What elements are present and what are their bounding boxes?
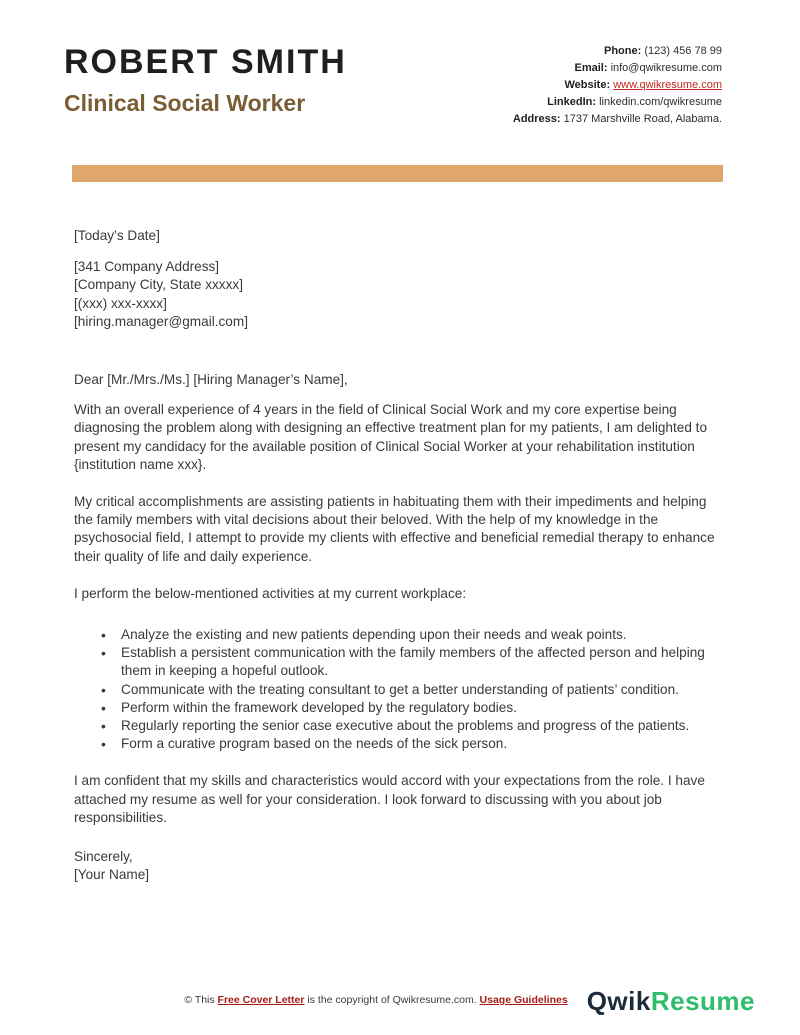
bullet-item: • Establish a persistent communication with the family members of the affected person and helping them in keeping a hopeful outlook. bbox=[121, 644, 723, 680]
bullet-item: • Form a curative program based on the needs of the sick person. bbox=[121, 735, 723, 753]
name-block bbox=[64, 42, 347, 117]
signature-placeholder: [Your Name] bbox=[74, 867, 150, 883]
person-job-title: Clinical Social Worker bbox=[64, 90, 306, 117]
copyright-prefix: © This bbox=[184, 994, 218, 1006]
copyright-note bbox=[96, 994, 656, 1006]
usage-guidelines-link[interactable]: Usage Guidelines bbox=[479, 994, 568, 1006]
recipient-line: [hiring.manager@gmail.com] bbox=[74, 313, 248, 329]
contact-email bbox=[513, 60, 722, 77]
closing-paragraph: I am confident that my skills and characteristics would accord with your expectations from the role. I have attached my resume as well for your consideration. I look forward to discussing with you about job responsibilities. bbox=[74, 773, 705, 825]
linkedin-label: LinkedIn: bbox=[547, 96, 597, 108]
paragraph-intro: With an overall experience of 4 years in the field of Clinical Social Work and my core expertise being diagnosing the problem along with designing an effective treatment plan for my patients, I am delighted to present my candidacy for the available position of Clinical Social Worker at your rehabilitation institution {institution name xxx}. bbox=[74, 402, 707, 472]
email-label: Email: bbox=[574, 62, 608, 74]
contact-linkedin bbox=[513, 94, 722, 111]
person-name: ROBERT SMITH bbox=[64, 43, 347, 81]
signoff-block bbox=[74, 848, 723, 884]
contact-block bbox=[513, 42, 722, 128]
bullet-item: • Regularly reporting the senior case executive about the problems and progress of the patients. bbox=[121, 717, 723, 735]
activities-list bbox=[74, 626, 723, 753]
copyright-middle: is the copyright of Qwikresume.com. bbox=[304, 994, 480, 1006]
signoff: Sincerely, bbox=[74, 849, 133, 865]
salutation: Dear [Mr./Mrs./Ms.] [Hiring Manager’s Name], bbox=[74, 372, 348, 388]
recipient-line: [(xxx) xxx-xxxx] bbox=[74, 295, 167, 311]
contact-address bbox=[513, 111, 722, 128]
phone-value: (123) 456 78 99 bbox=[644, 45, 722, 57]
recipient-line: [Company City, State xxxxx] bbox=[74, 277, 243, 293]
header bbox=[0, 0, 800, 128]
website-link[interactable]: www.qwikresume.com bbox=[613, 79, 722, 91]
logo-text-qwik: Qwik bbox=[586, 986, 651, 1016]
address-label: Address: bbox=[512, 113, 561, 125]
recipient-block bbox=[74, 258, 723, 331]
paragraph-accomplishments: My critical accomplishments are assisting patients in habituating them with their impediments and helping the family members with vital decisions about their beloved. With the help of my knowledge in the psychosocial field, I attempt to provide my clients with effective and beneficial remedial therapy to enhance their quality of life and daily experience. bbox=[74, 494, 715, 564]
bullet-item: • Analyze the existing and new patients depending upon their needs and weak points. bbox=[121, 626, 723, 644]
bullet-item: • Perform within the framework developed by the regulatory bodies. bbox=[121, 699, 723, 717]
phone-label: Phone: bbox=[603, 45, 642, 57]
linkedin-value: linkedin.com/qwikresume bbox=[599, 96, 722, 108]
bullet-list-intro: I perform the below-mentioned activities at my current workplace: bbox=[74, 585, 467, 601]
website-label: Website: bbox=[564, 79, 611, 91]
recipient-line: [341 Company Address] bbox=[74, 259, 220, 275]
contact-website bbox=[513, 77, 722, 94]
free-cover-letter-link[interactable]: Free Cover Letter bbox=[217, 994, 305, 1006]
qwikresume-logo[interactable] bbox=[587, 986, 755, 1017]
accent-divider-bar bbox=[72, 165, 723, 182]
bullet-item: • Communicate with the treating consultant to get a better understanding of patients’ condition. bbox=[121, 681, 723, 699]
address-value: 1737 Marshville Road, Alabama. bbox=[563, 113, 722, 125]
letter-body bbox=[0, 227, 800, 884]
date-placeholder: [Today’s Date] bbox=[74, 228, 160, 243]
footer bbox=[0, 986, 800, 1026]
logo-text-resume: Resume bbox=[650, 986, 755, 1016]
email-value: info@qwikresume.com bbox=[610, 62, 722, 74]
contact-phone bbox=[513, 43, 722, 60]
